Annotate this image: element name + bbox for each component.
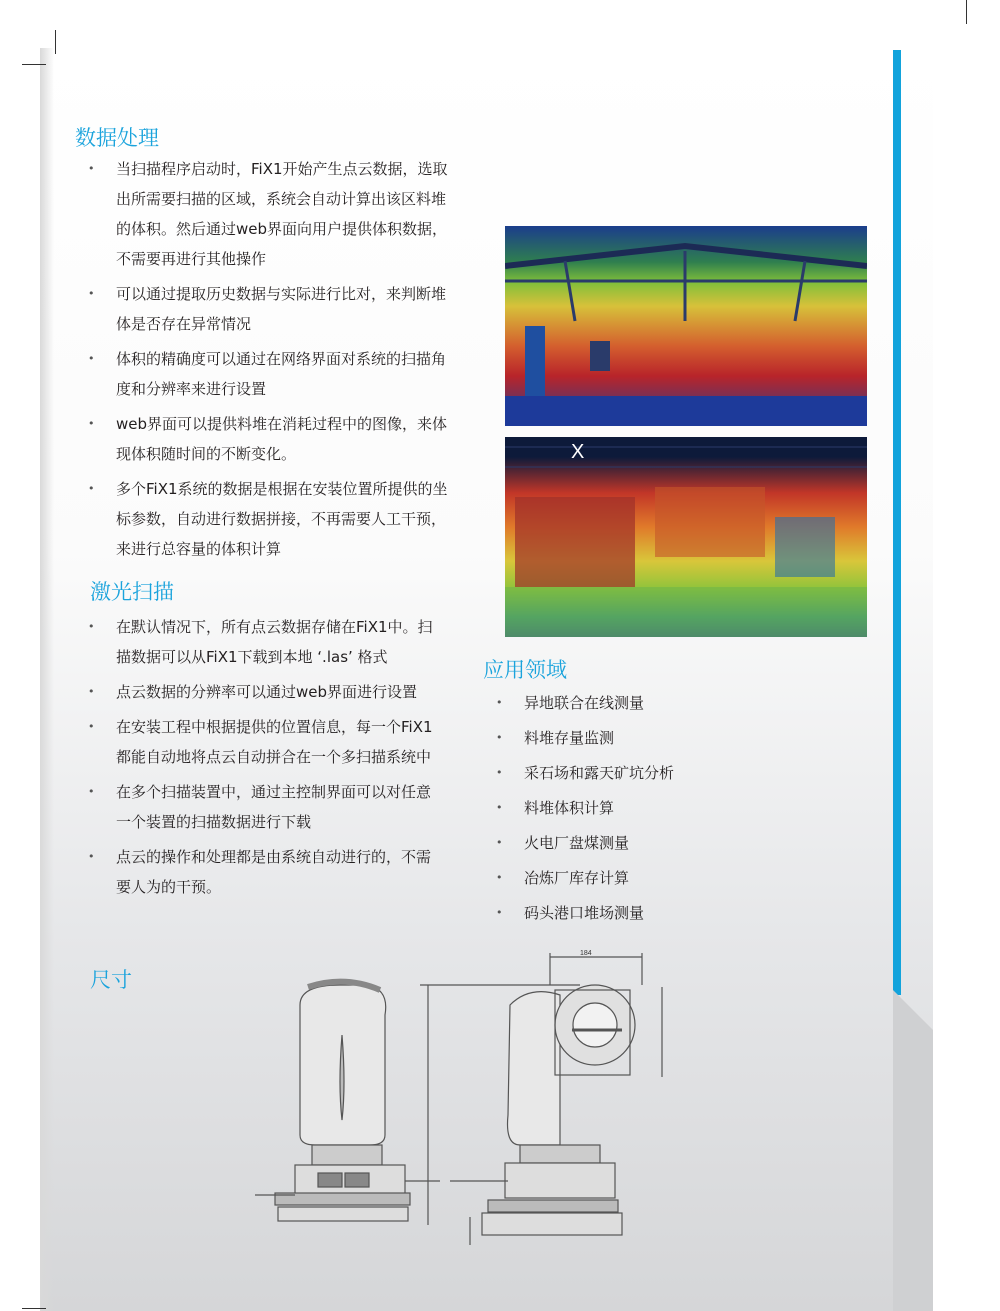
list-item: [482, 863, 782, 893]
heading-dimensions: 尺寸: [90, 968, 132, 992]
bullet-icon: •: [496, 906, 503, 919]
list-item: [482, 898, 782, 928]
list-item-line: 标参数，自动进行数据拼接，不再需要人工干预，: [116, 510, 447, 528]
list-item-line: 火电厂盘煤测量: [524, 834, 630, 852]
list-item: [482, 688, 782, 718]
crop-mark: [966, 0, 967, 24]
list-item-line: 现体积随时间的不断变化。: [116, 445, 297, 463]
list-item: [482, 793, 782, 823]
dimension-label: 184: [580, 950, 592, 957]
bullet-icon: •: [88, 417, 95, 430]
list-item: [74, 612, 494, 672]
list-item: [74, 777, 494, 837]
accent-bar: [893, 50, 901, 995]
device-dimension-drawing: [250, 945, 690, 1245]
list-item-line: 异地联合在线测量: [524, 694, 645, 712]
bullet-icon: •: [88, 287, 95, 300]
list-item-line: 度和分辨率来进行设置: [116, 380, 267, 398]
list-item: [74, 712, 494, 772]
pointcloud-label: X: [571, 441, 585, 463]
list-item: [74, 279, 494, 339]
bullet-icon: •: [88, 720, 95, 733]
list-item: [74, 842, 494, 902]
list-item: [74, 154, 494, 274]
crop-mark: [55, 30, 56, 54]
heading-data-processing: 数据处理: [75, 126, 159, 150]
applications-list: [482, 688, 782, 933]
list-item-line: 在安装工程中根据提供的位置信息，每一个FiX1: [116, 718, 433, 736]
bullet-icon: •: [88, 482, 95, 495]
list-item-line: 的体积。然后通过web界面向用户提供体积数据，: [116, 220, 448, 238]
list-item-line: 在多个扫描装置中，通过主控制界面可以对任意: [116, 783, 432, 801]
bullet-icon: •: [496, 871, 503, 884]
pointcloud-indoor-image: [505, 437, 867, 637]
page-shadow: [40, 48, 54, 1311]
pointcloud-warehouse-image: [505, 226, 867, 426]
page-fold: [893, 990, 933, 1311]
crop-mark: [22, 64, 46, 65]
list-item-line: 体积的精确度可以通过在网络界面对系统的扫描角: [116, 350, 447, 368]
list-item-line: 体是否存在异常情况: [116, 315, 252, 333]
laser-scanning-list: [74, 612, 494, 907]
list-item-line: 采石场和露天矿坑分析: [524, 764, 675, 782]
list-item-line: 点云数据的分辨率可以通过web界面进行设置: [116, 683, 418, 701]
bullet-icon: •: [496, 696, 503, 709]
heading-applications: 应用领域: [483, 658, 567, 682]
pointcloud-indoor-structure: [505, 437, 867, 637]
bullet-icon: •: [496, 836, 503, 849]
list-item-line: 不需要再进行其他操作: [116, 250, 267, 268]
bullet-icon: •: [88, 850, 95, 863]
list-item-line: 来进行总容量的体积计算: [116, 540, 282, 558]
data-processing-list: [74, 154, 494, 569]
list-item-line: web界面可以提供料堆在消耗过程中的图像，来体: [116, 415, 448, 433]
list-item-line: 料堆体积计算: [524, 799, 615, 817]
list-item: [74, 344, 494, 404]
list-item-line: 料堆存量监测: [524, 729, 615, 747]
list-item: [482, 758, 782, 788]
list-item: [74, 677, 494, 707]
bullet-icon: •: [88, 162, 95, 175]
bullet-icon: •: [496, 801, 503, 814]
list-item: [482, 723, 782, 753]
list-item-line: 可以通过提取历史数据与实际进行比对，来判断堆: [116, 285, 447, 303]
list-item: [74, 409, 494, 469]
list-item-line: 冶炼厂库存计算: [524, 869, 630, 887]
list-item-line: 点云的操作和处理都是由系统自动进行的，不需: [116, 848, 432, 866]
list-item-line: 都能自动地将点云自动拼合在一个多扫描系统中: [116, 748, 432, 766]
bullet-icon: •: [88, 620, 95, 633]
bullet-icon: •: [88, 785, 95, 798]
bullet-icon: •: [496, 731, 503, 744]
list-item: [482, 828, 782, 858]
crop-mark: [22, 1308, 46, 1309]
list-item-line: 出所需要扫描的区域，系统会自动计算出该区料堆: [116, 190, 447, 208]
bullet-icon: •: [88, 352, 95, 365]
list-item-line: 多个FiX1系统的数据是根据在安装位置所提供的坐: [116, 480, 448, 498]
list-item-line: 一个装置的扫描数据进行下载: [116, 813, 312, 831]
list-item-line: 描数据可以从FiX1下载到本地 ‘.las’ 格式: [116, 648, 388, 666]
heading-laser-scanning: 激光扫描: [90, 580, 174, 604]
list-item-line: 要人为的干预。: [116, 878, 222, 896]
pointcloud-roof-structure: [505, 226, 867, 426]
list-item-line: 在默认情况下，所有点云数据存储在FiX1中。扫: [116, 618, 433, 636]
list-item-line: 当扫描程序启动时，FiX1开始产生点云数据，选取: [116, 160, 448, 178]
list-item-line: 码头港口堆场测量: [524, 904, 645, 922]
list-item: [74, 474, 494, 564]
bullet-icon: •: [496, 766, 503, 779]
bullet-icon: •: [88, 685, 95, 698]
